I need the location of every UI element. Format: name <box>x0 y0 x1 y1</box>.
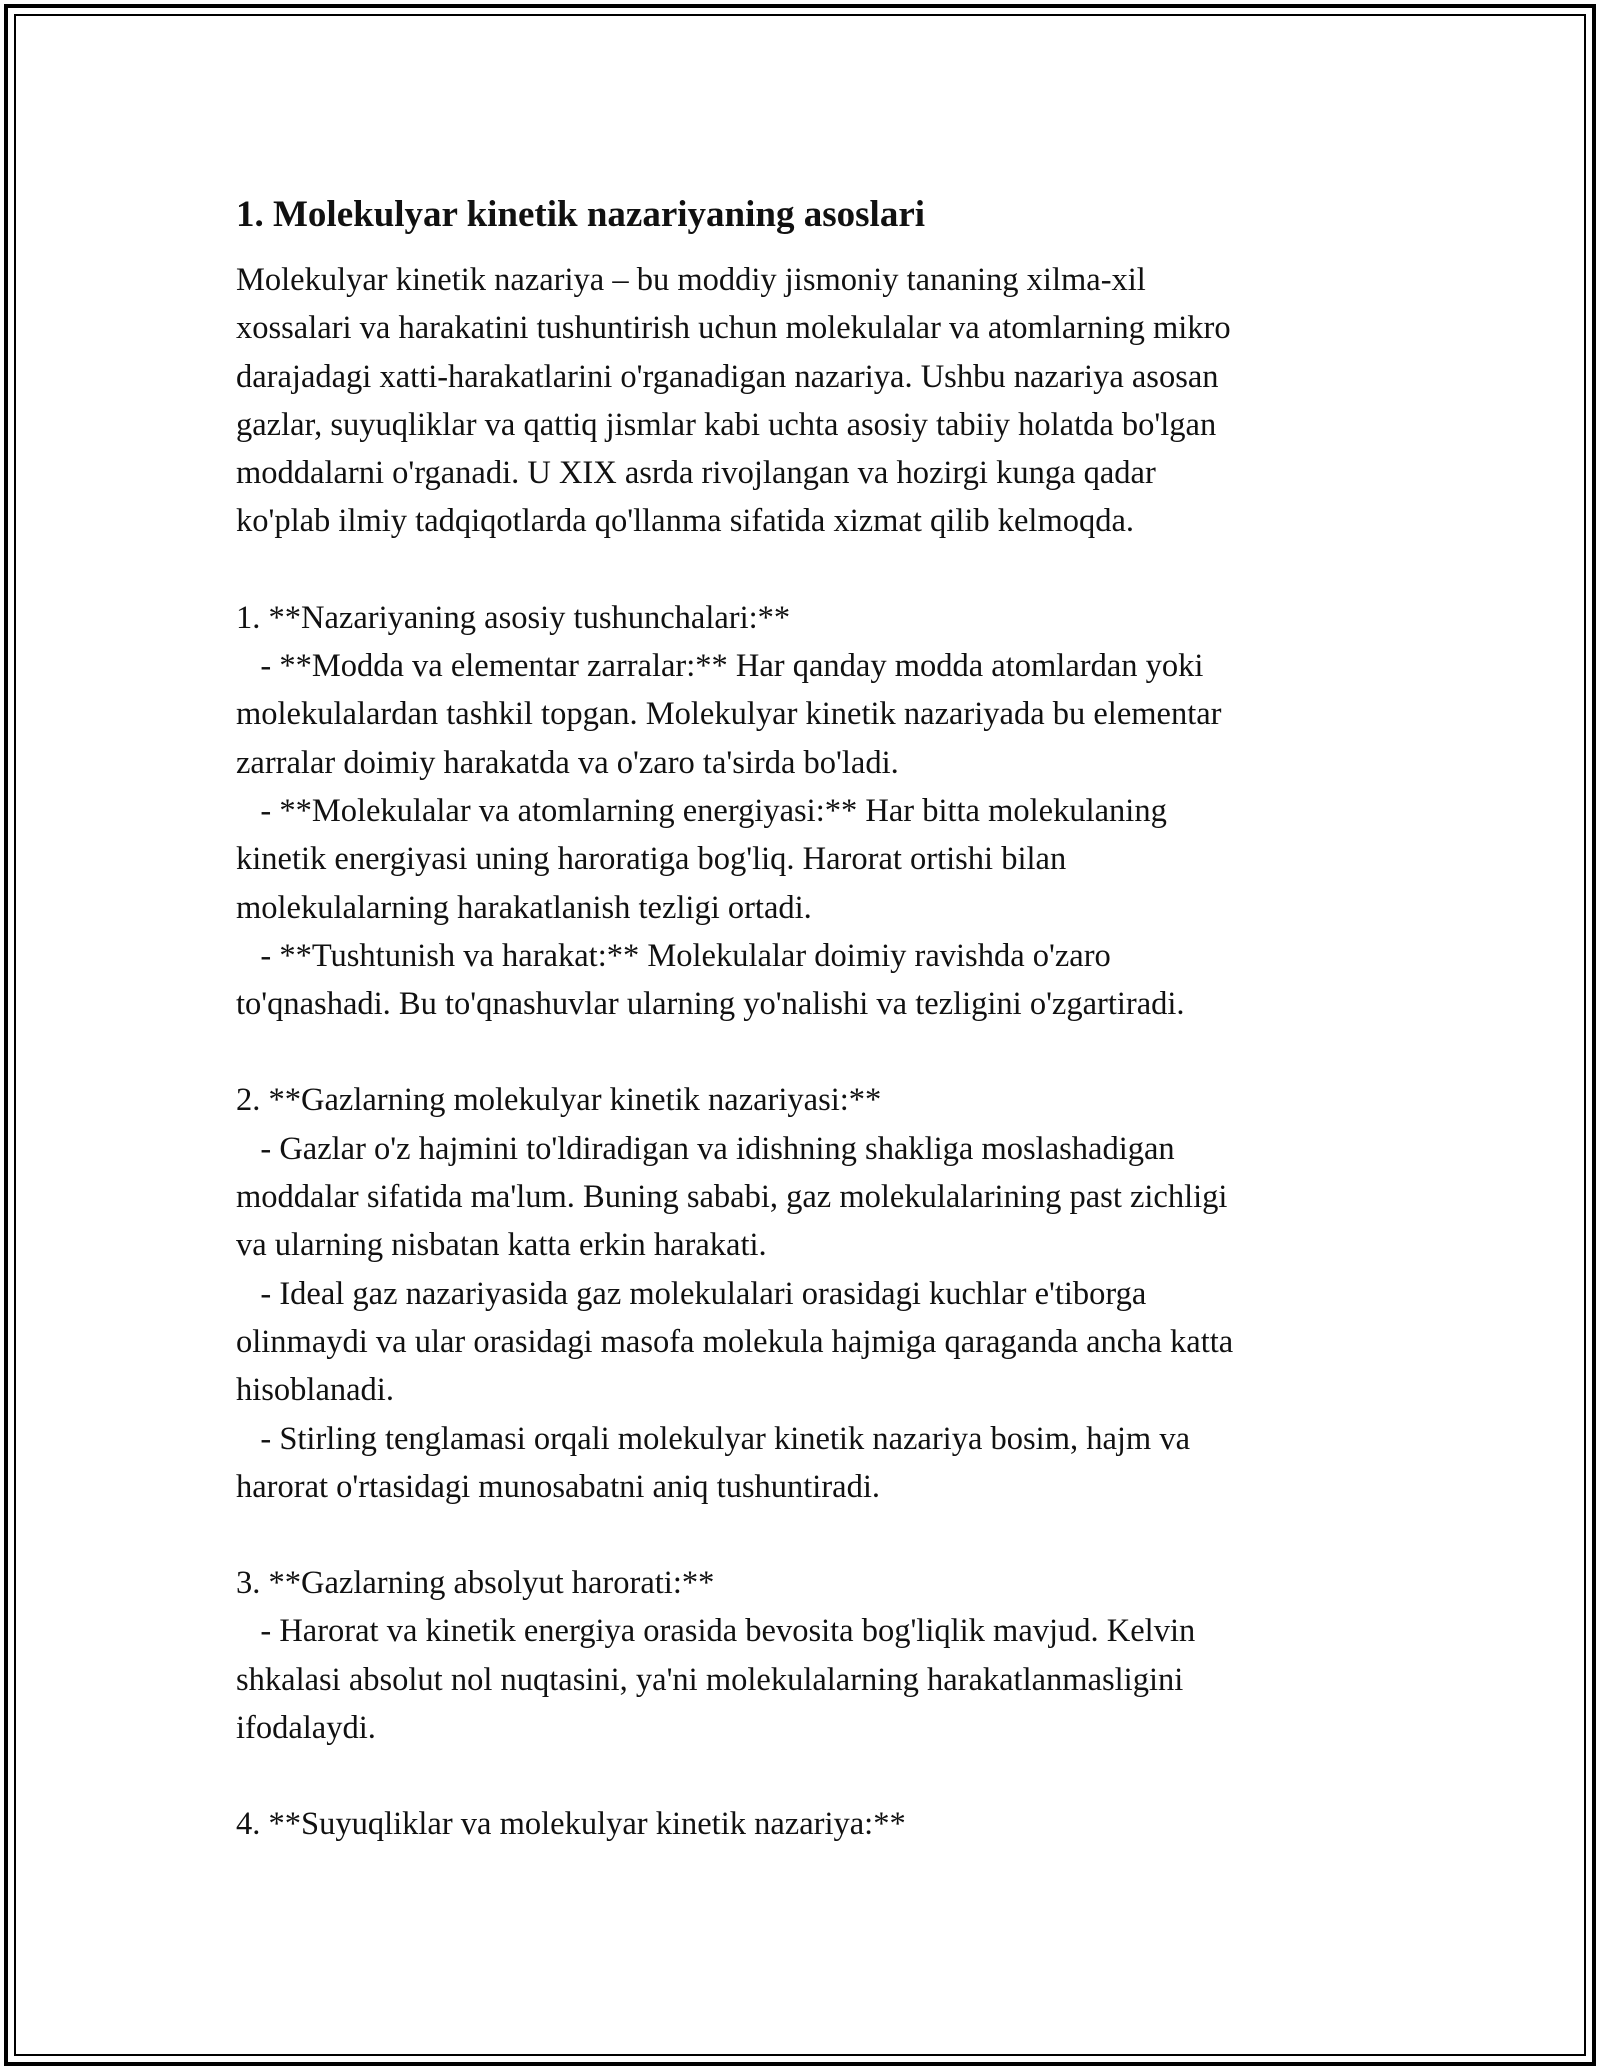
document-heading: 1. Molekulyar kinetik nazariyaning asoslari <box>236 194 926 235</box>
section-line: molekulalardan tashkil topgan. Molekulyar kinetik nazariyada bu elementar <box>236 696 1222 733</box>
section-line: zarralar doimiy harakatda va o'zaro ta'sirda bo'ladi. <box>236 744 899 781</box>
section-1 <box>236 594 1366 1029</box>
intro-line: xossalari va harakatini tushuntirish uchun molekulalar va atomlarning mikro <box>236 310 1231 347</box>
section-line: 2. **Gazlarning molekulyar kinetik nazariyasi:** <box>236 1082 882 1119</box>
section-line: - Harorat va kinetik energiya orasida bevosita bog'liqlik mavjud. Kelvin <box>236 1613 1196 1650</box>
section-line: 3. **Gazlarning absolyut harorati:** <box>236 1565 715 1602</box>
intro-line: gazlar, suyuqliklar va qattiq jismlar kabi uchta asosiy tabiiy holatda bo'lgan <box>236 406 1217 443</box>
section-line: to'qnashadi. Bu to'qnashuvlar ularning yo'nalishi va tezligini o'zgartiradi. <box>236 986 1185 1023</box>
section-line: - Gazlar o'z hajmini to'ldiradigan va idishning shakliga moslashadigan <box>236 1130 1175 1167</box>
section-line: moddalar sifatida ma'lum. Buning sababi, gaz molekulalarining past zichligi <box>236 1179 1228 1216</box>
intro-paragraph <box>236 256 1366 546</box>
section-3 <box>236 1559 1366 1752</box>
section-line: 4. **Suyuqliklar va molekulyar kinetik nazariya:** <box>236 1806 906 1843</box>
section-line: - Ideal gaz nazariyasida gaz molekulalari orasidagi kuchlar e'tiborga <box>236 1275 1147 1312</box>
section-2 <box>236 1076 1366 1511</box>
section-line: - Stirling tenglamasi orqali molekulyar kinetik nazariya bosim, hajm va <box>236 1420 1191 1457</box>
section-line: harorat o'rtasidagi munosabatni aniq tushuntiradi. <box>236 1468 880 1505</box>
section-line: molekulalarning harakatlanish tezligi ortadi. <box>236 889 812 926</box>
intro-line: moddalarni o'rganadi. U XIX asrda rivojlangan va hozirgi kunga qadar <box>236 455 1156 492</box>
section-line: va ularning nisbatan katta erkin harakati. <box>236 1227 767 1264</box>
section-line: shkalasi absolut nol nuqtasini, ya'ni molekulalarning harakatlanmasligini <box>236 1661 1184 1698</box>
section-line: ifodalaydi. <box>236 1710 376 1747</box>
section-4 <box>236 1800 1366 1848</box>
intro-line: darajadagi xatti-harakatlarini o'rganadigan nazariya. Ushbu nazariya asosan <box>236 358 1219 395</box>
section-line: - **Modda va elementar zarralar:** Har qanday modda atomlardan yoki <box>236 648 1204 685</box>
section-line: - **Molekulalar va atomlarning energiyasi:** Har bitta molekulaning <box>236 792 1167 829</box>
section-line: hisoblanadi. <box>236 1372 394 1409</box>
section-line: kinetik energiyasi uning haroratiga bog'liq. Harorat ortishi bilan <box>236 841 1067 878</box>
document-body <box>236 186 1366 1897</box>
section-line: olinmaydi va ular orasidagi masofa molekula hajmiga qaraganda ancha katta <box>236 1323 1234 1360</box>
intro-line: ko'plab ilmiy tadqiqotlarda qo'llanma sifatida xizmat qilib kelmoqda. <box>236 503 1135 540</box>
section-line: 1. **Nazariyaning asosiy tushunchalari:** <box>236 599 791 636</box>
intro-line: Molekulyar kinetik nazariya – bu moddiy jismoniy tananing xilma-xil <box>236 262 1146 298</box>
section-line: - **Tushtunish va harakat:** Molekulalar doimiy ravishda o'zaro <box>236 937 1111 974</box>
